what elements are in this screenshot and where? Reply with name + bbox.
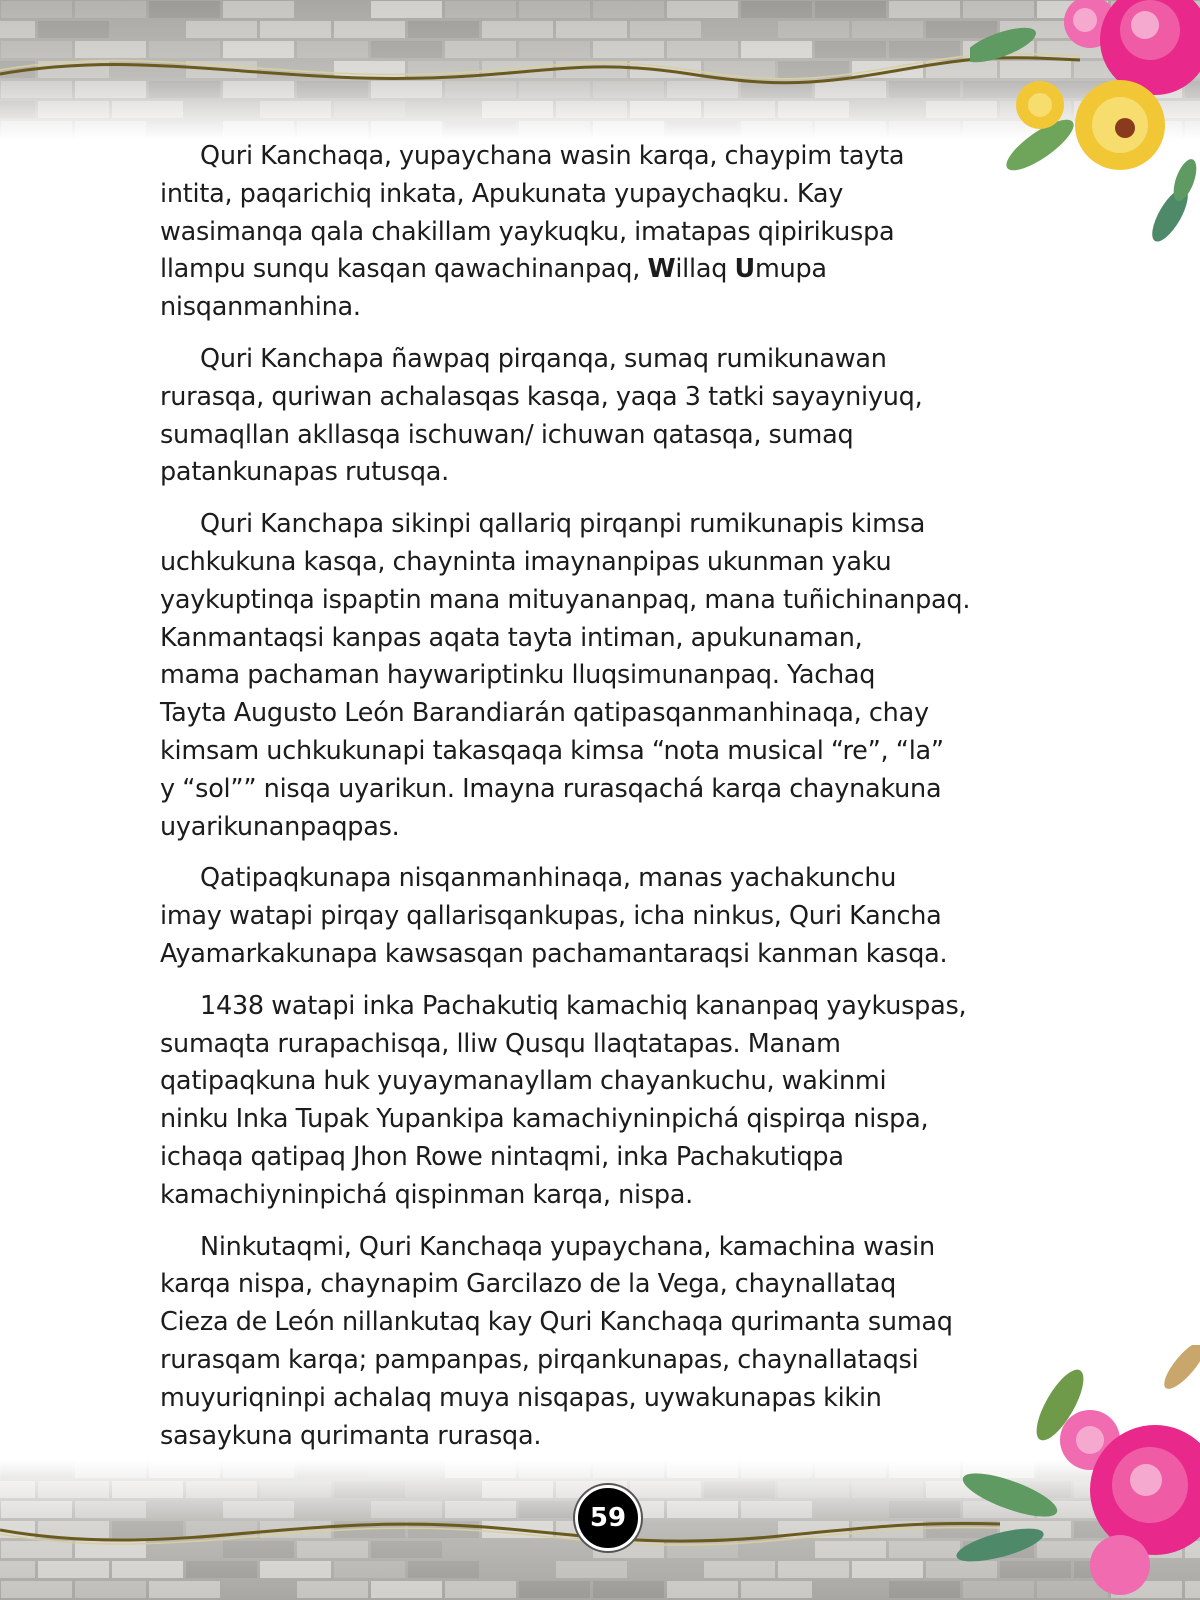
text-line: kamachiyninpichá qispinman karqa, nispa. [160, 1179, 694, 1210]
text-fragment: mupa [754, 254, 827, 285]
paragraph [160, 341, 1060, 492]
body-text [160, 138, 1060, 1469]
text-line: Cieza de León nillankutaq kay Quri Kanchaqa qurimanta sumaq [160, 1307, 953, 1338]
text-line: ichaqa qatipaq Jhon Rowe nintaqmi, inka Pachakutiqpa [160, 1141, 844, 1172]
text-line: Quri Kanchaqa, yupaychana wasin karqa, chaypim tayta [200, 141, 905, 171]
text-line: imay watapi pirqay qallarisqankupas, icha ninkus, Quri Kancha [160, 901, 942, 932]
text-line: kimsam uchkukunapi takasqaqa kimsa “nota musical “re”, “la” [160, 735, 944, 766]
text-line: wasimanqa qala chakillam yaykuqku, imatapas qipirikuspa [160, 216, 895, 247]
text-line: Quri Kanchapa sikinpi qallariq pirqanpi rumikunapis kimsa [200, 509, 926, 540]
text-line: Ayamarkakunapa kawsasqan pachamantaraqsi kanman kasqa. [160, 938, 948, 969]
paragraph [160, 506, 1060, 846]
text-line: yaykuptinqa ispaptin mana mituyananpaq, mana tuñichinanpaq. [160, 584, 971, 615]
text-line: Tayta Augusto León Barandiarán qatipasqanmanhinaqa, chay [160, 698, 929, 729]
text-line: sasaykuna qurimanta rurasqa. [160, 1420, 542, 1451]
text-line: ninku Inka Tupak Yupankipa kamachiyninpichá qispirqa nispa, [160, 1104, 929, 1135]
text-line: sumaqllan akllasqa ischuwan/ ichuwan qatasqa, sumaq [160, 419, 854, 450]
text-line: Quri Kanchapa ñawpaq pirqanqa, sumaq rumikunawan [200, 343, 887, 374]
text-fragment: illaq [675, 254, 735, 285]
bold-initial: W [647, 254, 676, 285]
text-line: mama pachaman haywariptinku lluqsimunanpaq. Yachaq [160, 660, 876, 691]
paragraph [160, 860, 1060, 973]
text-line: 1438 watapi inka Pachakutiq kamachiq kananpaq yaykuspas, [200, 990, 967, 1021]
text-line: rurasqa, quriwan achalasqas kasqa, yaqa 3 tatki sayayniyuq, [160, 381, 923, 412]
text-line: qatipaqkuna huk yuyaymanayllam chayankuchu, wakinmi [160, 1066, 887, 1097]
text-line: rurasqam karqa; pampanpas, pirqankunapas, chaynallataqsi [160, 1344, 919, 1375]
flower-bottom-right-decoration [950, 1345, 1200, 1600]
text-line: nisqanmanhina. [160, 292, 361, 323]
text-fragment: llampu sunqu kasqan qawachinanpaq, [160, 254, 648, 285]
text-line: y “sol”” nisqa uyarikun. Imayna rurasqachá karqa chaynakuna [160, 773, 942, 804]
text-line: muyuriqninpi achalaq muya nisqapas, uywakunapas kikin [160, 1382, 882, 1413]
text-line: Kanmantaqsi kanpas aqata tayta intiman, apukunaman, [160, 622, 863, 653]
text-line: Qatipaqkunapa nisqanmanhinaqa, manas yachakunchu [200, 863, 897, 894]
text-line: uchkukuna kasqa, chayninta imaynanpipas ukunman yaku [160, 546, 892, 577]
bold-initial: U [734, 254, 755, 285]
paragraph [160, 988, 1060, 1215]
paragraph [160, 138, 1060, 327]
text-line: uyarikunanpaqpas. [160, 811, 400, 842]
text-line [160, 251, 1060, 289]
paragraph [160, 1229, 1060, 1456]
text-line: patankunapas rutusqa. [160, 457, 449, 488]
text-line: karqa nispa, chaynapim Garcilazo de la Vega, chaynallataq [160, 1269, 897, 1300]
text-line: Ninkutaqmi, Quri Kanchaqa yupaychana, kamachina wasin [200, 1231, 935, 1262]
page-number: 59 [575, 1485, 641, 1551]
text-line: sumaqta rurapachisqa, lliw Qusqu llaqtatapas. Manam [160, 1028, 841, 1059]
text-line: intita, paqarichiq inkata, Apukunata yupaychaqku. Kay [160, 178, 844, 209]
